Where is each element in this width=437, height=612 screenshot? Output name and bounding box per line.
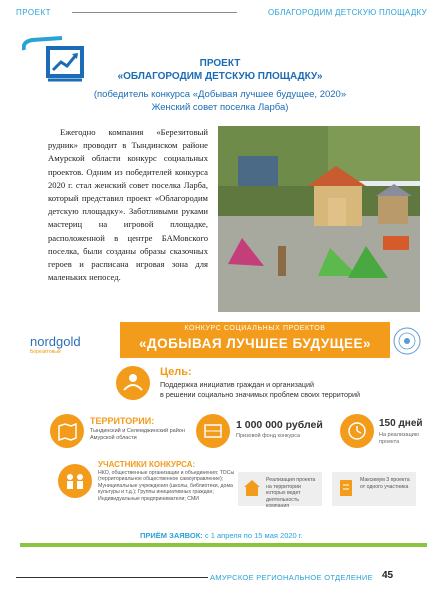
handshake-icon — [116, 366, 150, 400]
goal-text-2: в решении социально значимых проблем своих территорий — [160, 390, 361, 399]
contest-banner — [20, 322, 427, 547]
article-text: Ежегодно компания «Березитовый рудник» проводит в Тындинском районе Амурской области конкурс социальных проектов. Одним из победителей конкурса 2020 г. стал женский совет поселка Ларба, который представил проект «Облагородим детскую площадку». Заботливыми руками мастериц на игровой площадке, расположенной в центре БАМовского поселка, были созданы образы сказочных героев и расписана игровая зона для маленьких непосед. — [48, 127, 208, 283]
map-icon — [50, 414, 84, 448]
clock-icon-circle — [340, 414, 374, 448]
info-box-limit-text: Максимум 3 проекта от одного участника — [360, 477, 410, 490]
goal-label: Цель: — [160, 366, 192, 378]
house-icon — [242, 478, 262, 498]
page-number: 45 — [382, 570, 394, 581]
title-line-2: «ОБЛАГОРОДИМ ДЕТСКУЮ ПЛОЩАДКУ» — [117, 71, 323, 82]
playground-photo — [218, 126, 420, 312]
document-icon — [336, 478, 356, 498]
goal-icon-circle — [116, 366, 150, 400]
banner-bottom-bar — [20, 543, 427, 547]
participants-text: НКО, общественные организации и объединения; ТОСы (территориальное общественное самоуправление); Муниципальные учреждения (школы, библиотеки, дома культуры и т.д.); Группы инициативных граждан; Индивидуальные предприниматели; СМИ — [98, 470, 235, 502]
participants-label: УЧАСТНИКИ КОНКУРСА: — [98, 460, 196, 469]
days-text: На реализацию проекта — [379, 432, 419, 445]
footer-divider — [16, 577, 208, 578]
header-topic: ОБЛАГОРОДИМ ДЕТСКУЮ ПЛОЩАДКУ — [268, 8, 427, 17]
subtitle-line-1: (победитель конкурса «Добывая лучшее будущее, 2020» — [93, 89, 347, 100]
application-dates: с 1 апреля по 15 мая 2020 г. — [204, 531, 303, 540]
subtitle-line-2: Женский совет поселка Ларба) — [151, 102, 289, 113]
footer-org: АМУРСКОЕ РЕГИОНАЛЬНОЕ ОТДЕЛЕНИЕ — [210, 573, 373, 582]
people-icon — [58, 464, 92, 498]
goal-text-1: Поддержка инициатив граждан и организаций — [160, 380, 315, 389]
map-icon-circle — [50, 414, 84, 448]
header-section: ПРОЕКТ — [16, 8, 52, 17]
nordgold-logo: nordgold — [30, 334, 81, 349]
seal-icon — [392, 326, 422, 356]
header-divider — [72, 12, 237, 13]
contest-kicker: КОНКУРС СОЦИАЛЬНЫХ ПРОЕКТОВ — [184, 325, 326, 332]
clock-icon — [340, 414, 374, 448]
grant-value: 1 000 000 рублей — [236, 419, 323, 431]
money-icon — [196, 414, 230, 448]
days-value: 150 дней — [379, 418, 423, 429]
grant-text: Призовой фонд конкурса — [236, 433, 301, 439]
presentation-chart-icon — [22, 36, 92, 88]
application-label: ПРИЁМ ЗАЯВОК: — [140, 531, 203, 540]
money-icon-circle — [196, 414, 230, 448]
territory-text: Тындинский и Селемджинский район Амурской области — [90, 428, 185, 441]
nordgold-logo-sub: Березитовый — [30, 349, 61, 355]
contest-name: «ДОБЫВАЯ ЛУЧШЕЕ БУДУЩЕЕ» — [138, 336, 372, 351]
application-period — [140, 531, 303, 540]
info-box-territory-text: Реализация проекта на территории которых ведет деятельность компания — [266, 477, 316, 509]
territory-label: ТЕРРИТОРИИ: — [90, 416, 155, 426]
title-line-1: ПРОЕКТ — [199, 58, 241, 69]
people-icon-circle — [58, 464, 92, 498]
